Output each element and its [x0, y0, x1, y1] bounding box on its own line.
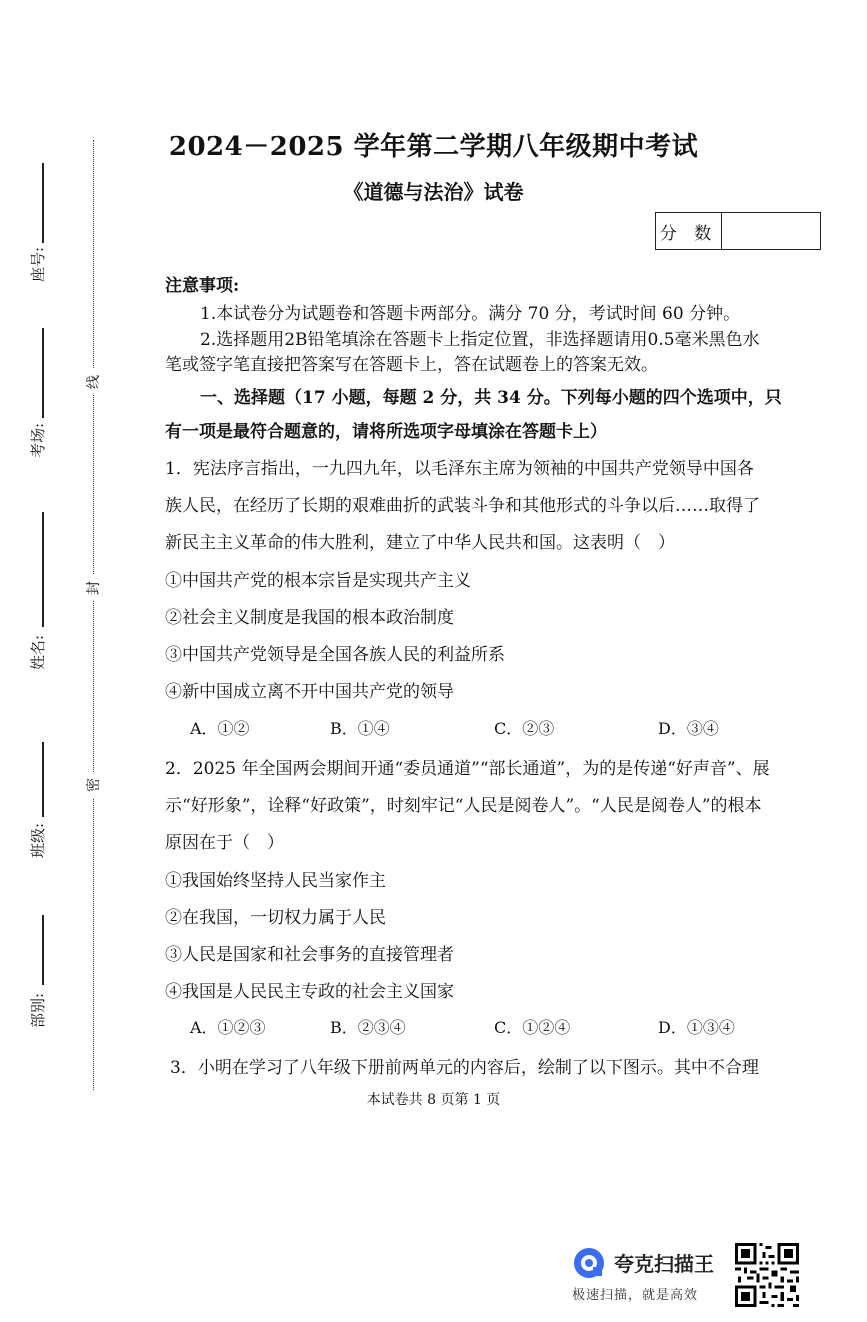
class-label: 班级: [29, 822, 48, 859]
q1-stem-line-1: 1．宪法序言指出，一九四九年，以毛泽东主席为领袖的中国共产党领导中国各 [165, 459, 754, 479]
score-box [655, 212, 821, 250]
q2-stem-line-2: 示“好形象”，诠释“好政策”，时刻牢记“人民是阅卷人”。“人民是阅卷人”的根本 [165, 796, 762, 816]
watermark-brand: 夸克扫描王 [614, 1252, 714, 1276]
note-item-2-cont: 笔或签字笔直接把答案写在答题卡上，答在试题卷上的答案无效。 [165, 355, 658, 375]
q1-option-a: A．①② [190, 719, 250, 738]
scanner-watermark [572, 1244, 742, 1304]
notes-heading: 注意事项: [165, 276, 240, 296]
note-item-2: 2.选择题用2B铅笔填涂在答题卡上指定位置，非选择题请用0.5毫米黑色水 [200, 330, 760, 350]
q1-statement-1: ①中国共产党的根本宗旨是实现共产主义 [165, 571, 471, 591]
qr-code-icon [735, 1243, 799, 1307]
seat-number-label: 座号: [29, 246, 48, 283]
note-item-1: 1.本试卷分为试题卷和答题卡两部分。满分 70 分，考试时间 60 分钟。 [200, 304, 741, 324]
name-blank[interactable] [42, 512, 44, 627]
section1-heading: 一、选择题（17 小题，每题 2 分，共 34 分。下列每小题的四个选项中，只 [200, 388, 782, 408]
q1-option-d: D．③④ [658, 719, 719, 738]
division-blank[interactable] [42, 915, 44, 985]
q2-option-c: C．①②④ [494, 1018, 571, 1037]
exam-subtitle: 《道德与法治》试卷 [343, 180, 524, 204]
q2-statement-4: ④我国是人民民主专政的社会主义国家 [165, 982, 454, 1002]
seal-char-line: 线 [83, 369, 103, 395]
q1-stem-line-3: 新民主主义革命的伟大胜利，建立了中华人民共和国。这表明（ ） [165, 533, 675, 553]
seal-char-secret: 密 [83, 772, 103, 798]
exam-room-label: 考场: [29, 422, 48, 459]
quark-logo-icon [572, 1246, 606, 1280]
q2-stem-line-1: 2．2025 年全国两会期间开通“委员通道”“部长通道”，为的是传递“好声音”、展 [165, 759, 770, 779]
exam-title: 2024－2025 学年第二学期八年级期中考试 [168, 132, 699, 162]
score-label: 分 数 [656, 213, 722, 249]
q1-statement-3: ③中国共产党领导是全国各族人民的利益所系 [165, 645, 505, 665]
q2-statement-1: ①我国始终坚持人民当家作主 [165, 871, 386, 891]
seal-char-seal: 封 [83, 575, 103, 601]
q1-statement-2: ②社会主义制度是我国的根本政治制度 [165, 608, 454, 628]
q2-option-a: A．①②③ [190, 1018, 266, 1037]
division-label: 部别: [29, 992, 48, 1029]
binding-dotted-line [93, 140, 94, 1090]
name-label: 姓名: [29, 634, 48, 671]
section1-heading-cont: 有一项是最符合题意的，请将所选项字母填涂在答题卡上） [165, 422, 607, 442]
q1-option-b: B．①④ [330, 719, 390, 738]
q2-stem-line-3: 原因在于（ ） [165, 833, 284, 853]
q2-option-d: D．①③④ [658, 1018, 735, 1037]
exam-room-blank[interactable] [42, 328, 44, 418]
q2-statement-3: ③人民是国家和社会事务的直接管理者 [165, 945, 454, 965]
watermark-slogan: 极速扫描，就是高效 [572, 1288, 699, 1303]
q2-option-b: B．②③④ [330, 1018, 406, 1037]
q3-stem-line-1: 3．小明在学习了八年级下册前两单元的内容后，绘制了以下图示。其中不合理 [170, 1058, 759, 1078]
page-footer: 本试卷共 8 页第 1 页 [366, 1092, 501, 1108]
q1-statement-4: ④新中国成立离不开中国共产党的领导 [165, 682, 454, 702]
q2-statement-2: ②在我国，一切权力属于人民 [165, 908, 386, 928]
class-blank[interactable] [42, 742, 44, 817]
score-field[interactable] [722, 213, 820, 249]
q1-option-c: C．②③ [494, 719, 555, 738]
q1-stem-line-2: 族人民，在经历了长期的艰难曲折的武装斗争和其他形式的斗争以后……取得了 [165, 496, 760, 516]
